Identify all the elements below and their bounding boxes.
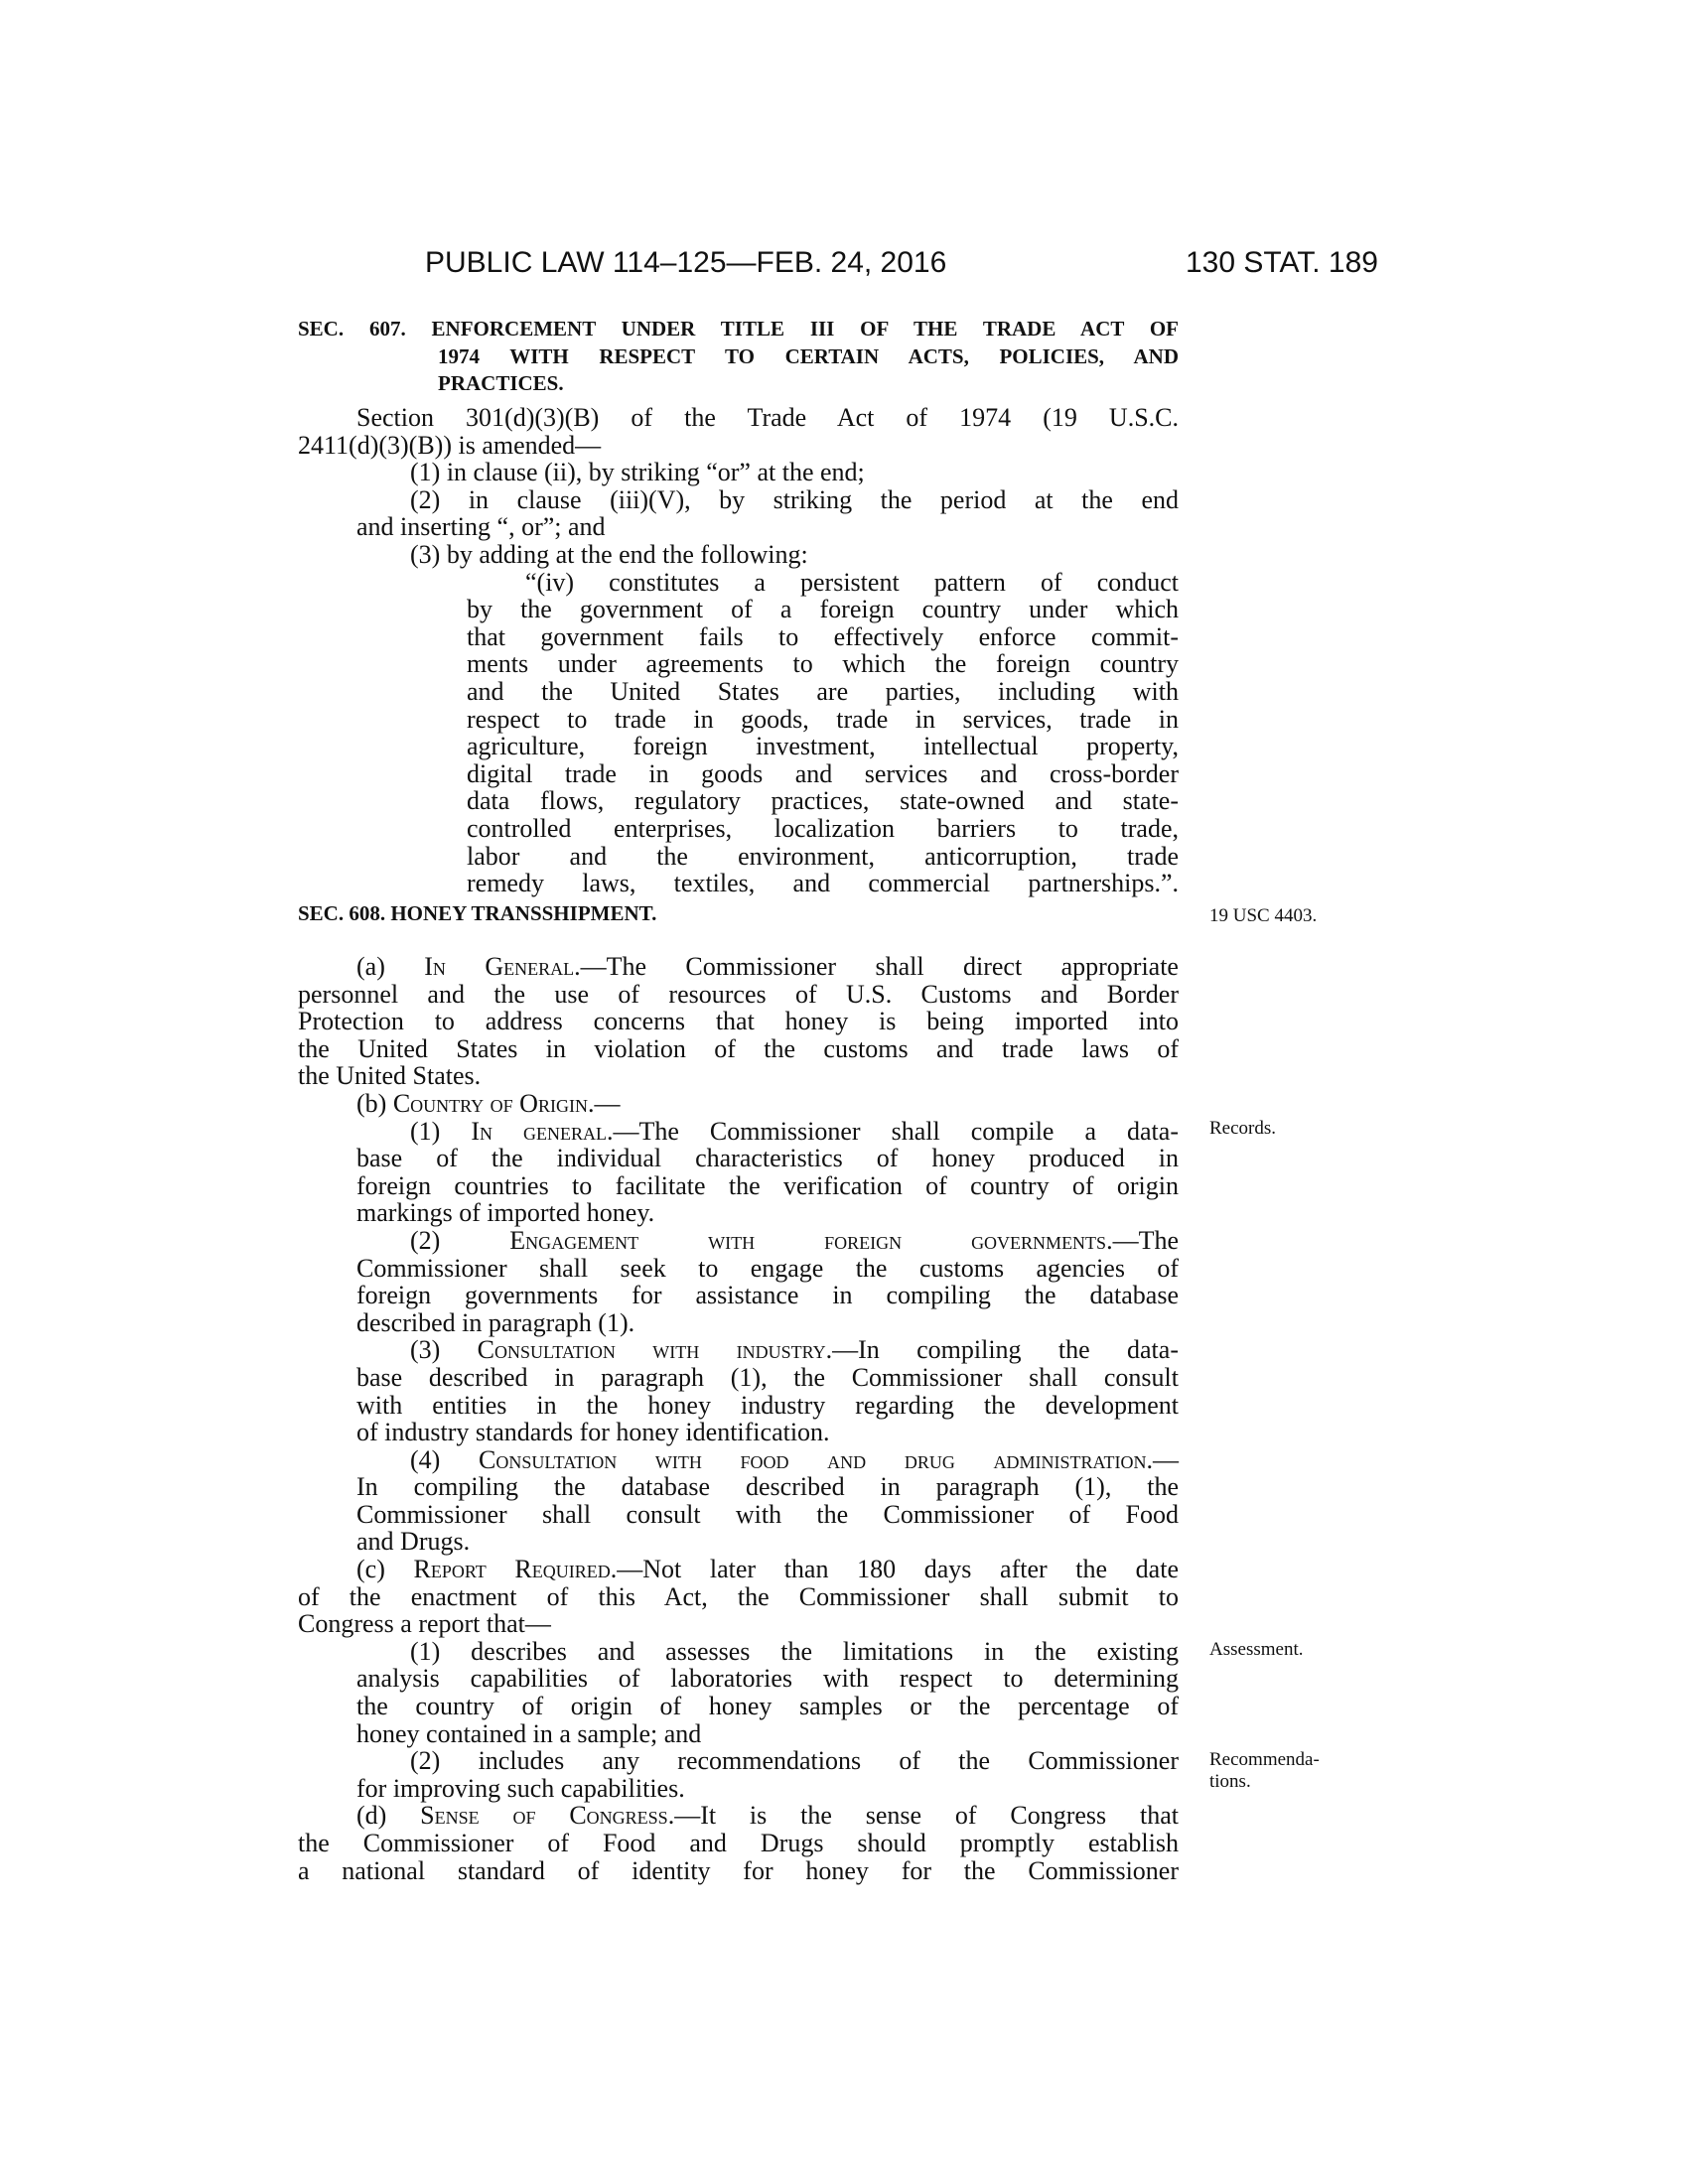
margin-note-recommendations: Recommenda- tions. — [1209, 1749, 1320, 1792]
sec-607-item-3: (3) by adding at the end the following: — [410, 539, 808, 569]
paragraph-b3-line: of industry standards for honey identification. — [356, 1418, 830, 1447]
paragraph-b1-line: markings of imported honey. — [356, 1198, 655, 1228]
paragraph-b4-line: In compiling the database described in paragraph (1), the — [356, 1472, 1179, 1502]
sec-607-quoted-text — [298, 569, 1179, 897]
quote-line: by the government of a foreign country under which — [467, 595, 1179, 624]
paragraph-b1-line: (1) In general.—The Commissioner shall compile a data- — [410, 1116, 1179, 1146]
paragraph-b3-caption: Consultation with industry — [477, 1335, 826, 1365]
subsection-a-caption: In General — [424, 952, 575, 981]
subsection-c-line: of the enactment of this Act, the Commissioner shall submit to — [298, 1581, 1179, 1611]
subsection-a-line: the United States. — [298, 1061, 482, 1091]
paragraph-b1-line: foreign countries to facilitate the verification of country of origin — [356, 1170, 1179, 1200]
sec-607-item-2-line1: (2) in clause (iii)(V), by striking the period at the end — [410, 484, 1179, 514]
sec-607-heading: SEC. 607. ENFORCEMENT UNDER TITLE III OF THE TRADE ACT OF 1974 WITH RESPECT TO CERTAIN ACTS, POLICIES, AND PRACTICES. — [298, 317, 1179, 396]
margin-note-records: Records. — [1209, 1118, 1277, 1139]
sec-608-heading: SEC. 608. HONEY TRANSSHIPMENT. — [298, 901, 657, 925]
paragraph-b4-line: and Drugs. — [356, 1527, 471, 1557]
paragraph-b2-line: Commissioner shall seek to engage the customs agencies of — [356, 1253, 1179, 1283]
sec-608-body — [298, 953, 1179, 1884]
paragraph-b1-line: base of the individual characteristics of honey produced in — [356, 1144, 1179, 1173]
quote-line: data flows, regulatory practices, state-owned and state- — [467, 786, 1179, 816]
paragraph-b2-caption: Engagement with foreign governments — [509, 1225, 1107, 1255]
running-header — [425, 246, 1378, 296]
paragraph-c1-line: analysis capabilities of laboratories with respect to determining — [356, 1664, 1179, 1694]
sec-607-body — [298, 404, 1179, 897]
subsection-a-line: Protection to address concerns that honey is being imported into — [298, 1007, 1179, 1036]
margin-note-assessment: Assessment. — [1209, 1639, 1304, 1660]
subsection-c-caption: Report Required — [413, 1555, 611, 1584]
paragraph-b4-line: (4) Consultation with food and drug administration.— — [410, 1444, 1179, 1474]
quote-line: agriculture, foreign investment, intellectual property, — [467, 732, 1179, 761]
paragraph-b3-line: base described in paragraph (1), the Commissioner shall consult — [356, 1362, 1179, 1392]
quote-line: “(iv) constitutes a persistent pattern of conduct — [525, 567, 1179, 597]
quote-line: labor and the environment, anticorruption, trade — [467, 841, 1179, 871]
sec-607-intro-line2: 2411(d)(3)(B)) is amended— — [298, 430, 602, 460]
paragraph-b2-line: (2) Engagement with foreign governments.—The — [410, 1225, 1179, 1255]
running-head: PUBLIC LAW 114–125—FEB. 24, 2016 — [425, 246, 947, 279]
subsection-a-line: (a) In General.—The Commissioner shall direct appropriate — [356, 952, 1179, 981]
paragraph-b3-line: with entities in the honey industry regarding the development — [356, 1390, 1179, 1420]
subsection-d-line: (d) Sense of Congress.—It is the sense of Congress that — [356, 1801, 1179, 1831]
paragraph-b2-line: foreign governments for assistance in compiling the database — [356, 1281, 1179, 1310]
subsection-d-line: a national standard of identity for honey for the Commissioner — [298, 1855, 1179, 1885]
quote-line: ments under agreements to which the foreign country — [467, 649, 1179, 679]
subsection-c-line: (c) Report Required.—Not later than 180 days after the date — [356, 1555, 1179, 1584]
paragraph-c1-line: (1) describes and assesses the limitations in the existing — [410, 1636, 1179, 1666]
subsection-a-line: personnel and the use of resources of U.S. Customs and Border — [298, 979, 1179, 1009]
paragraph-c1-line: the country of origin of honey samples or the percentage of — [356, 1692, 1179, 1721]
paragraph-b2-line: described in paragraph (1). — [356, 1307, 635, 1337]
margin-cite-19-usc-4403: 19 USC 4403. — [1209, 905, 1318, 926]
paragraph-b4-line: Commissioner shall consult with the Commissioner of Food — [356, 1499, 1179, 1529]
quote-line: digital trade in goods and services and cross-border — [467, 758, 1179, 788]
paragraph-b4-caption: Consultation with food and drug administration — [478, 1444, 1147, 1474]
subsection-b-caption: Country of Origin — [392, 1088, 588, 1118]
sec-607-item-1: (1) in clause (ii), by striking “or” at the end; — [410, 458, 865, 487]
sec-607-intro-line1: Section 301(d)(3)(B) of the Trade Act of 1974 (19 U.S.C. — [356, 403, 1179, 432]
page-folio: 130 STAT. 189 — [1185, 246, 1378, 279]
subsection-d-line: the Commissioner of Food and Drugs should promptly establish — [298, 1829, 1179, 1857]
quote-line: remedy laws, textiles, and commercial partnerships.”. — [467, 869, 1179, 898]
sec-607-item-2-line2: and inserting “, or”; and — [356, 512, 606, 542]
paragraph-b1-caption: In general — [471, 1116, 607, 1146]
subsection-a-line: the United States in violation of the customs and trade laws of — [298, 1033, 1179, 1063]
subsection-c-line: Congress a report that— — [298, 1609, 551, 1639]
subsection-b-heading: (b) Country of Origin.— — [356, 1088, 621, 1118]
quote-line: and the United States are parties, including with — [467, 676, 1179, 706]
subsection-d-caption: Sense of Congress — [420, 1801, 668, 1831]
paragraph-c2-line: for improving such capabilities. — [356, 1773, 685, 1803]
paragraph-b3-line: (3) Consultation with industry.—In compiling the data- — [410, 1335, 1179, 1365]
paragraph-c2-line: (2) includes any recommendations of the Commissioner — [410, 1746, 1179, 1776]
paragraph-c1-line: honey contained in a sample; and — [356, 1718, 702, 1748]
quote-line: that government fails to effectively enforce commit- — [467, 621, 1179, 651]
quote-line: controlled enterprises, localization barriers to trade, — [467, 813, 1179, 843]
quote-line: respect to trade in goods, trade in services, trade in — [467, 704, 1179, 734]
